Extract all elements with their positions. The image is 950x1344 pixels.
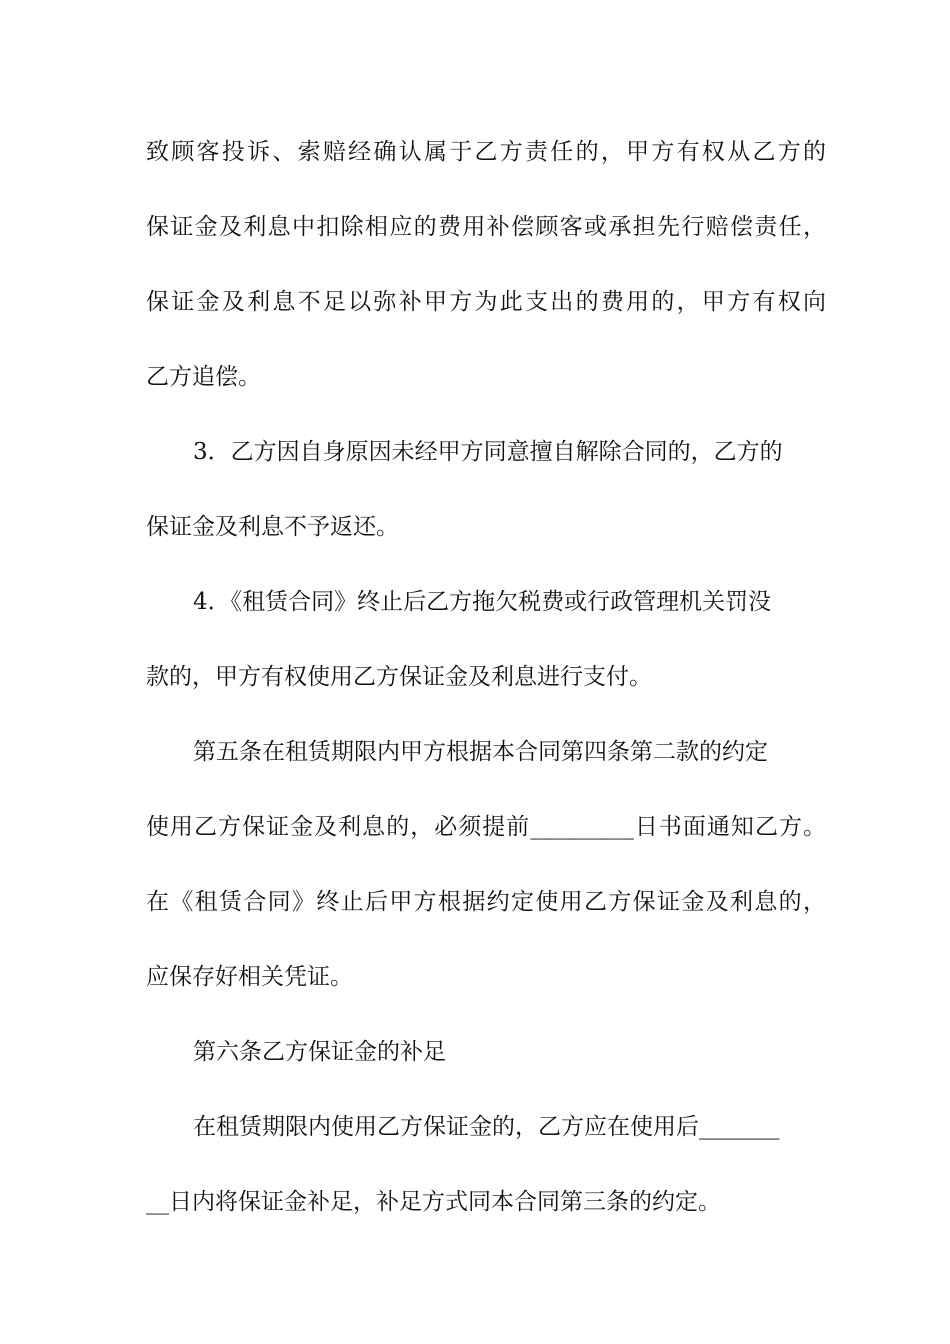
- clause-3-line-1: 3．乙方因自身原因未经甲方同意擅自解除合同的，乙方的: [193, 439, 783, 465]
- clause-4-line-1: 4．《租赁合同》终止后乙方拖欠税费或行政管理机关罚没: [193, 589, 772, 615]
- article-6-line-2: __日内将保证金补足，补足方式同本合同第三条的约定。: [146, 1189, 721, 1215]
- paragraph-line-3: 保证金及利息不足以弥补甲方为此支出的费用的，甲方有权向: [146, 289, 826, 315]
- article-5-line-2: 使用乙方保证金及利息的，必须提前_________日书面通知乙方。: [146, 814, 826, 840]
- article-6-heading: 第六条乙方保证金的补足: [193, 1039, 446, 1065]
- paragraph-line-4: 乙方追偿。: [146, 364, 261, 390]
- article-5-line-3: 在《租赁合同》终止后甲方根据约定使用乙方保证金及利息的，: [146, 889, 826, 915]
- paragraph-line-1: 致顾客投诉、索赔经确认属于乙方责任的，甲方有权从乙方的: [146, 139, 826, 165]
- article-5-line-1: 第五条在租赁期限内甲方根据本合同第四条第二款的约定: [193, 739, 768, 765]
- article-6-line-1: 在租赁期限内使用乙方保证金的，乙方应在使用后_______: [193, 1114, 780, 1140]
- clause-4-line-2: 款的，甲方有权使用乙方保证金及利息进行支付。: [146, 664, 652, 690]
- paragraph-line-2: 保证金及利息中扣除相应的费用补偿顾客或承担先行赔偿责任，: [146, 214, 826, 240]
- clause-3-line-2: 保证金及利息不予返还。: [146, 514, 399, 540]
- article-5-line-4: 应保存好相关凭证。: [146, 964, 353, 990]
